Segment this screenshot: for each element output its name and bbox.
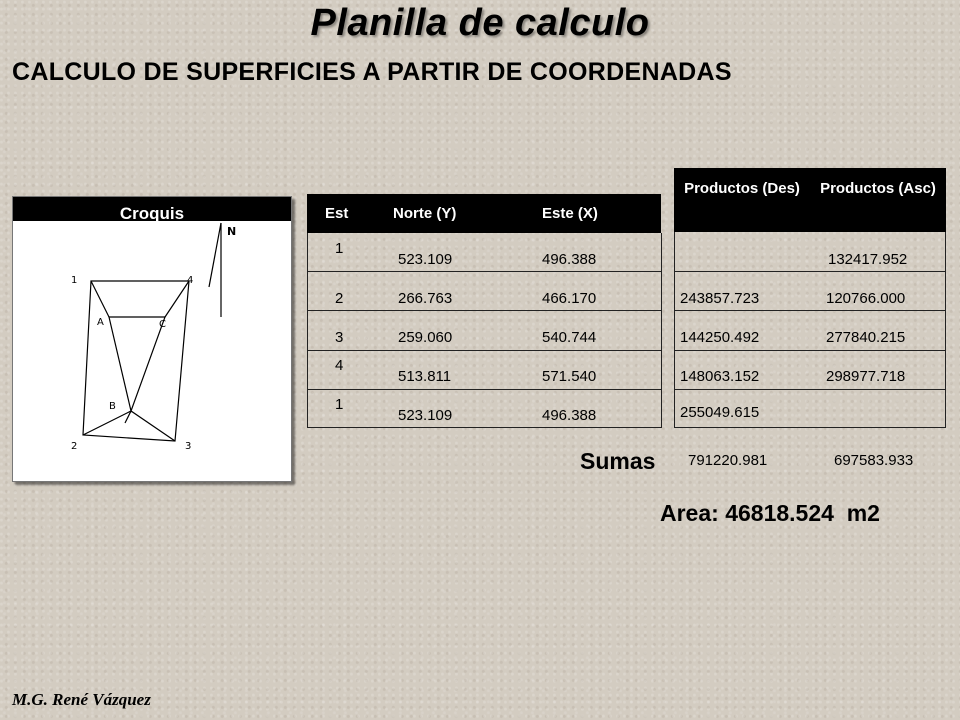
prod-row-3-des: 144250.492 xyxy=(680,329,760,346)
area-unit: m2 xyxy=(846,500,880,526)
row-2-este: 466.170 xyxy=(542,290,597,307)
row-4-est: 4 xyxy=(335,357,344,374)
area-label: Area: xyxy=(660,500,719,526)
vertex-label-2: 2 xyxy=(71,441,78,452)
header-este: Este (X) xyxy=(542,205,598,222)
prod-row-3-asc: 277840.215 xyxy=(826,329,906,346)
vertex-label-3: 3 xyxy=(185,441,192,452)
row-3-este: 540.744 xyxy=(542,329,597,346)
header-norte: Norte (Y) xyxy=(393,205,457,222)
prod-row-2-des: 243857.723 xyxy=(680,290,760,307)
prod-row-4-asc: 298977.718 xyxy=(826,368,906,385)
prod-row-1-asc: 132417.952 xyxy=(828,251,908,268)
row-1-este: 496.388 xyxy=(542,251,597,268)
header-productos-des: Productos (Des) xyxy=(684,180,800,197)
header-est: Est xyxy=(325,205,349,222)
area-result xyxy=(660,500,880,527)
sum-des: 791220.981 xyxy=(688,452,768,469)
page-subtitle: CALCULO DE SUPERFICIES A PARTIR DE COORDENADAS xyxy=(12,58,732,86)
row-3-norte: 259.060 xyxy=(398,329,453,346)
point-label-a: A xyxy=(97,317,104,328)
page-title: Planilla de calculo xyxy=(310,2,650,44)
row-2-norte: 266.763 xyxy=(398,290,453,307)
row-2-est: 2 xyxy=(335,290,344,307)
row-1-norte: 523.109 xyxy=(398,251,453,268)
vertex-label-4: 4 xyxy=(187,275,194,286)
point-label-b: B xyxy=(109,401,116,412)
sum-asc: 697583.933 xyxy=(834,452,914,469)
prod-row-4-des: 148063.152 xyxy=(680,368,760,385)
vertex-label-1: 1 xyxy=(71,275,78,286)
author-credit: M.G. René Vázquez xyxy=(12,690,151,709)
row-5-est: 1 xyxy=(335,396,344,413)
row-5-norte: 523.109 xyxy=(398,407,453,424)
area-value: 46818.524 xyxy=(725,500,834,526)
point-label-c: C xyxy=(159,319,166,330)
row-4-este: 571.540 xyxy=(542,368,597,385)
prod-row-2-asc: 120766.000 xyxy=(826,290,906,307)
row-3-est: 3 xyxy=(335,329,344,346)
products-table-header xyxy=(674,168,946,232)
sums-label: Sumas xyxy=(580,448,656,474)
row-5-este: 496.388 xyxy=(542,407,597,424)
header-productos-asc: Productos (Asc) xyxy=(820,180,936,197)
row-1-est: 1 xyxy=(335,240,344,257)
croquis-header: Croquis xyxy=(13,197,291,221)
north-label: N xyxy=(227,225,237,238)
row-4-norte: 513.811 xyxy=(398,368,452,385)
prod-row-5-des: 255049.615 xyxy=(680,404,760,421)
